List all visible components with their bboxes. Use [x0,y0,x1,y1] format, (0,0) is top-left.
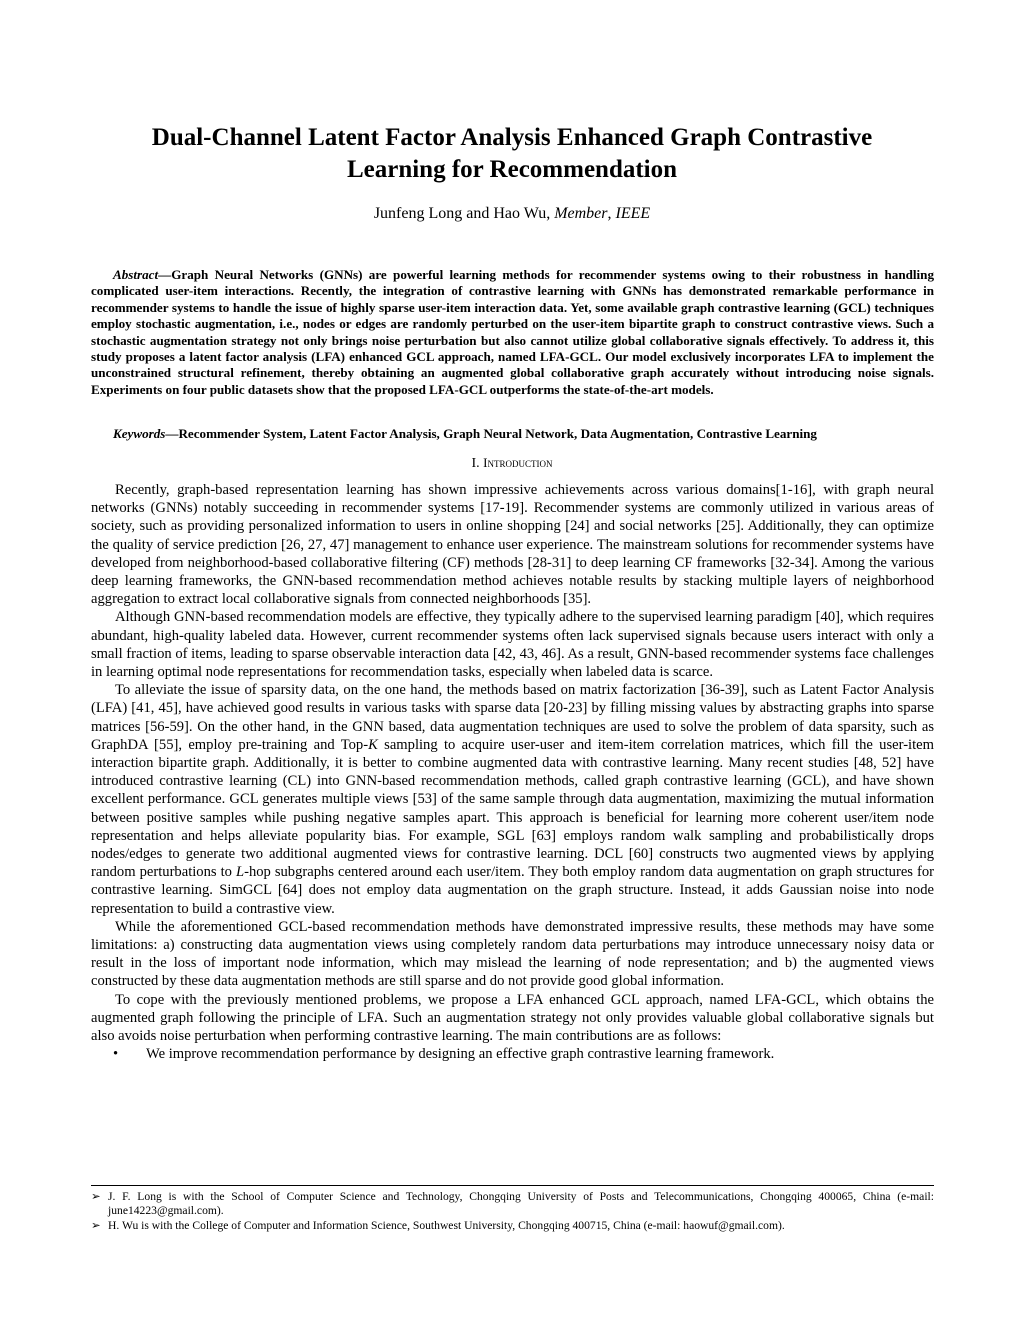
keywords-lead: Keywords [113,426,166,441]
paragraph-3-part-c: -hop subgraphs centered around each user/item. They both employ random data augmentation on graph structures for contrastive learning. SimGCL [64] does not employ data augmentation on the graph structure. Instead, it adds Gaussian noise into node representation to build a contrastive view. [91,864,934,917]
paragraph-3-part-b: sampling to acquire user-user and item-item correlation matrices, which fill the user-item interaction bipartite graph. Additionally, it is better to combine augmented data with contrastive learning. Many recent studies [48, 52] have introduced contrastive learning (CL) into GNN-based recommendation methods, called graph contrastive learning (GCL), and have shown excellent performance. GCL generates multiple views [53] of the same sample through data augmentation, maximizing the mutual information between positive samples while pushing negative samples apart. This approach is beneficial for learning more coherent user/item node representation and helps alleviate popularity bias. For example, SGL [63] employs random walk sampling and probabilistically drops nodes/edges to generate two additional augmented views for contrastive learning. DCL [60] constructs two augmented views by applying random perturbations to [91,736,934,881]
title-line-2: Learning for Recommendation [346,156,678,183]
paragraph-4: While the aforementioned GCL-based recommendation methods have demonstrated impressive results, these methods may have some limitations: a) constructing data augmentation views using completely random data perturbations may introduce unnecessary noisy data or result in the loss of important node information, which may mislead the learning of node representation; and b) the augmented views constructed by these data augmentation methods are still sparse and do not provide good global information. [91,918,934,990]
keywords-text: —Recommender System, Latent Factor Analysis, Graph Neural Network, Data Augmentation, Contrastive Learning [165,426,817,441]
paragraph-3-part-a: To alleviate the issue of sparsity data, on the one hand, the methods based on matrix factorization [36-39], such as Latent Factor Analysis (LFA) [41, 45], have achieved good results in various tasks with sparse data [20-23] by filling missing values by abstracting graphs into sparse matrices [56-59]. On the other hand, in the GNN based, data augmentation techniques are used to solve the problem of data sparsity, such as GraphDA [55], employ pre-training and Top- [91,682,934,753]
title-line-1: Dual-Channel Latent Factor Analysis Enhanced Graph Contrastive [151,124,873,151]
footnote-2 [91,1219,934,1233]
abstract [91,267,934,398]
paragraph-2: Although GNN-based recommendation models are effective, they typically adhere to the supervised learning paradigm [40], which requires abundant, high-quality labeled data. However, current recommender systems often lack supervised signals because users interact with only a small fraction of items, leading to sparse observable interaction data [42, 43, 46]. As a result, GNN-based recommender systems face challenges in learning optimal node representations for recommendation tasks, especially when labeled data is scarce. [91,609,934,681]
arrow-bullet-icon: ➢ [91,1219,101,1232]
paragraph-1: Recently, graph-based representation learning has shown impressive achievements across various domains[1-16], with graph neural networks (GNNs) notably succeeding in recommender systems [17-19]. Recommender systems are commonly utilized in various areas of society, such as providing personalized information to users in online shopping [24] and social networks [25]. Additionally, they can optimize the quality of service prediction [26, 27, 47] management to enhance user experience. The mainstream solutions for recommender systems have developed from neighborhood-based collaborative filtering (CF) methods [28-31] to deep learning CF frameworks [32-34]. Among the various deep learning frameworks, the GNN-based recommendation method achieves notable results by stacking multiple layers of neighborhood aggregation to extract local collaborative signals from connected neighborhoods [35]. [91,482,934,608]
author-names: Junfeng Long and Hao Wu, [373,205,551,222]
author-society: IEEE [615,205,651,222]
arrow-bullet-icon: ➢ [91,1190,101,1203]
paper-title [90,122,934,186]
body-text [91,481,934,1064]
section-number: I. [471,456,480,471]
contribution-bullet [91,1045,934,1063]
paragraph-3-l: L [235,864,245,881]
abstract-text: —Graph Neural Networks (GNNs) are powerful learning methods for recommender systems owing to their robustness in handling complicated user-item interactions. Recently, the integration of contrastive learning with GNNs has demonstrated remarkable performance in recommender systems to handle the issue of highly sparse user-item interaction data. Yet, some available graph contrastive learning (GCL) techniques employ stochastic augmentation, i.e., nodes or edges are randomly perturbed on the user-item bipartite graph to construct contrastive views. Such a stochastic augmentation strategy not only brings noise perturbation but also cannot utilize global collaborative signals effectively. To address it, this study proposes a latent factor analysis (LFA) enhanced GCL approach, named LFA-GCL. Our model exclusively incorporates LFA to implement the unconstrained structural refinement, thereby obtaining an augmented global collaborative graph accurately without introducing noise signals. Experiments on four public datasets show that the proposed LFA-GCL outperforms the state-of-the-art models. [91,267,934,397]
footnote-2-text: H. Wu is with the College of Computer and Information Science, Southwest University, Chongqing 400715, China (e-mail: haowuf@gmail.com). [108,1219,785,1232]
paragraph-5: To cope with the previously mentioned problems, we propose a LFA enhanced GCL approach, named LFA-GCL, which obtains the augmented graph following the principle of LFA. Such an augmentation strategy not only provides valuable global collaborative signals but also avoids noise perturbation when performing contrastive learning. The main contributions are as follows: [91,991,934,1045]
section-heading [90,455,934,472]
section-title: Introduction [483,455,553,470]
bullet-text: We improve recommendation performance by designing an effective graph contrastive learning framework. [146,1046,775,1063]
footnote-1-text: J. F. Long is with the School of Computer Science and Technology, Chongqing University of Posts and Telecommunications, Chongqing 400065, China (e-mail: june14223@gmail.com). [108,1190,934,1217]
paragraph-3-k: K [368,736,378,753]
footnote-1 [91,1190,934,1218]
keywords [91,426,934,442]
author-role: Member [554,205,608,222]
abstract-lead: Abstract [113,267,159,282]
footnote-divider [91,1185,934,1186]
author-line: Junfeng Long and Hao Wu, Member, IEEE [373,205,651,222]
bullet-icon: • [113,1046,119,1063]
paragraph-3 [91,681,934,918]
footnotes [91,1190,934,1234]
